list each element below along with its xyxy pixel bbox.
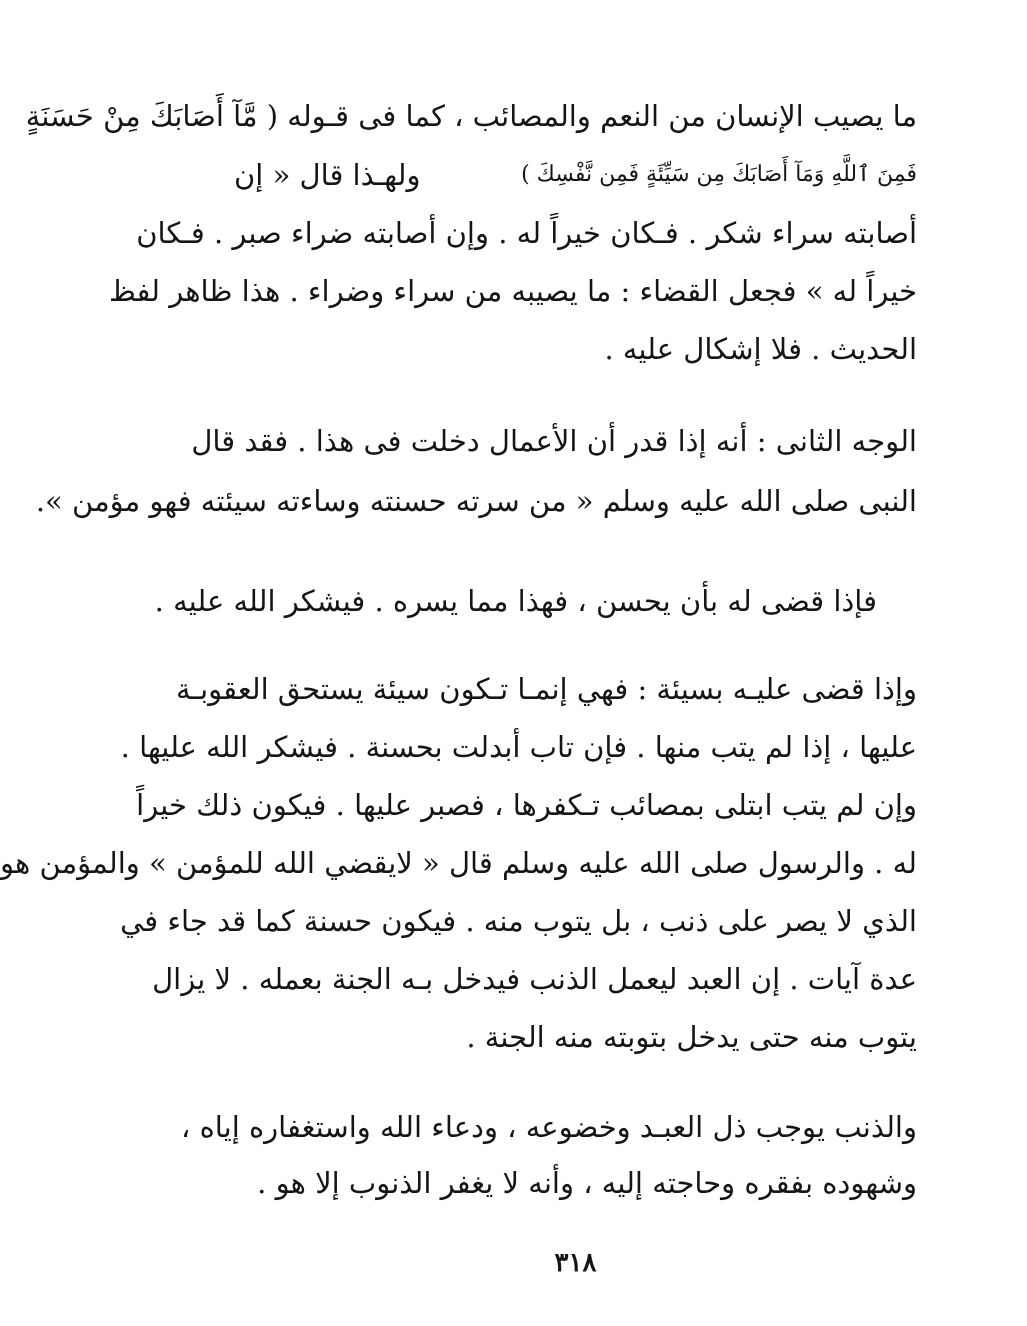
text-line: وإذا قضى عليـه بسيئة : فهي إنمـا تـكون سيئة يستحق العقوبـة xyxy=(176,672,917,706)
text-line: وشهوده بفقره وحاجته إليه ، وأنه لا يغفر الذنوب إلا هو . xyxy=(257,1166,917,1200)
page-number: ٣١٨ xyxy=(554,1248,597,1278)
text-line: له . والرسول صلى الله عليه وسلم قال « لايقضي الله للمؤمن » والمؤمن هو xyxy=(0,846,917,880)
text-line: أصابته سراء شكر . فـكان خيراً له . وإن أصابته ضراء صبر . فـكان xyxy=(136,216,917,250)
quran-verse: فَمِنَ ٱللَّهِ وَمَآ أَصَابَكَ مِن سَيِّئَةٍ فَمِن نَّفْسِكَ ) xyxy=(521,162,917,187)
text-line: وإن لم يتب ابتلى بمصائب تـكفرها ، فصبر عليها . فيكون ذلك خيراً xyxy=(136,788,917,822)
text-line: عدة آيات . إن العبد ليعمل الذنب فيدخل بـه الجنة بعمله . لا يزال xyxy=(152,962,917,996)
text-line-with-quran-verse xyxy=(234,146,917,204)
text-line: والذنب يوجب ذل العبـد وخضوعه ، ودعاء الله واستغفاره إياه ، xyxy=(181,1110,917,1144)
text-line: يتوب منه حتى يدخل بتوبته منه الجنة . xyxy=(466,1020,917,1054)
text-line: عليها ، إذا لم يتب منها . فإن تاب أبدلت بحسنة . فيشكر الله عليها . xyxy=(120,730,917,764)
text-line: النبى صلى الله عليه وسلم « من سرته حسنته وساءته سيئته فهو مؤمن ». xyxy=(35,484,917,518)
text-line: فإذا قضى له بأن يحسن ، فهذا مما يسره . فيشكر الله عليه . xyxy=(154,584,877,618)
text-line: الحديث . فلا إشكال عليه . xyxy=(604,332,917,366)
text-line: خيراً له » فجعل القضاء : ما يصيبه من سراء وضراء . هذا ظاهر لفظ xyxy=(108,274,917,308)
text-line: ما يصيب الإنسان من النعم والمصائب ، كما فى قـوله ( مَّآ أَصَابَكَ مِنْ حَسَنَةٍ xyxy=(25,99,917,133)
text-line: الوجه الثانى : أنه إذا قدر أن الأعمال دخلت فى هذا . فقد قال xyxy=(191,424,917,458)
text-line: الذي لا يصر على ذنب ، بل يتوب منه . فيكون حسنة كما قد جاء في xyxy=(120,904,917,938)
text-fragment: ولهـذا قال « إن xyxy=(234,158,421,192)
